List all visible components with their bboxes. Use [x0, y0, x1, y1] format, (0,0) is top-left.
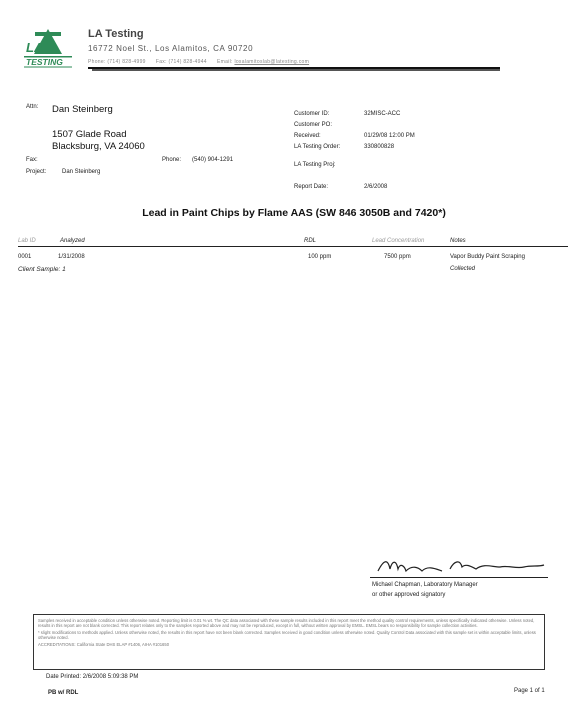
- client-sample-label: Client Sample:: [18, 266, 61, 273]
- date-printed-value: 2/6/2008 5:09:38 PM: [82, 674, 139, 680]
- col-analyzed: Analyzed: [60, 238, 85, 244]
- col-lab-id: Lab ID: [18, 238, 36, 244]
- company-fax: Fax: (714) 828-4944: [155, 59, 207, 65]
- table-header-rule: [18, 246, 568, 247]
- fax-label: Fax:: [26, 157, 38, 163]
- col-notes: Notes: [450, 238, 466, 244]
- attn-label: Attn:: [26, 104, 39, 110]
- disclaimer-box: [33, 614, 545, 670]
- header-divider-shadow: [92, 69, 500, 71]
- row-notes: Vapor Buddy Paint Scraping: [450, 254, 525, 260]
- company-contact: [88, 59, 309, 65]
- order-label: LA Testing Order:: [294, 144, 341, 150]
- date-printed-label: Date Printed:: [46, 674, 82, 680]
- customer-po-label: Customer PO:: [294, 122, 333, 128]
- signatory-alt: or other approved signatory: [372, 592, 446, 598]
- email-label: Email:: [217, 59, 233, 65]
- company-logo: [22, 28, 74, 68]
- attn-name: Dan Steinberg: [52, 104, 113, 115]
- client-sample-value: 1: [62, 266, 66, 273]
- row-lead: 7500 ppm: [384, 254, 411, 260]
- company-address: 16772 Noel St., Los Alamitos, CA 90720: [88, 44, 254, 53]
- row-notes-continued: Collected: [450, 266, 476, 272]
- signature-line: [370, 577, 548, 578]
- project-value: Dan Steinberg: [62, 169, 101, 175]
- col-rdl: RDL: [304, 238, 317, 244]
- report-date-label: Report Date:: [294, 184, 329, 190]
- received-label: Received:: [294, 133, 321, 139]
- signature-image: [374, 555, 548, 584]
- proj-label: LA Testing Proj:: [294, 162, 336, 168]
- received-value: 01/29/08 12:00 PM: [364, 133, 415, 139]
- company-email-link[interactable]: losalamitoslab@latesting.com: [234, 59, 310, 65]
- row-client-sample: [18, 266, 66, 273]
- customer-id-value: 32MISC-ACC: [364, 111, 401, 117]
- phone-label: Phone:: [162, 157, 182, 163]
- signatory-name: Michael Chapman, Laboratory Manager: [372, 582, 478, 588]
- company-phone: Phone: (714) 828-4999: [88, 59, 146, 65]
- client-city: Blacksburg, VA 24060: [52, 141, 145, 152]
- client-street: 1507 Glade Road: [52, 129, 127, 140]
- row-lab-id: 0001: [18, 254, 32, 260]
- order-value: 330800828: [364, 144, 395, 150]
- date-printed: [46, 674, 138, 680]
- client-phone: (540) 904-1291: [192, 157, 234, 163]
- row-rdl: 100 ppm: [308, 254, 332, 260]
- svg-text:TESTING: TESTING: [26, 57, 63, 67]
- row-analyzed: 1/31/2008: [58, 254, 85, 260]
- report-title: Lead in Paint Chips by Flame AAS (SW 846 3050B and 7420*): [142, 207, 446, 219]
- col-lead-concentration: Lead Concentration: [372, 238, 425, 244]
- customer-id-label: Customer ID:: [294, 111, 330, 117]
- disclaimer-note-1: Samples received in acceptable condition unless otherwise noted. Reporting limit is 0.01 % wt. The QC data associated with these sample results included in this report meet the method quality control requirements, unless specifically indicated otherwise. Unless noted, results in this report are not blank corrected. This report relates only to the samples reported above and may not be reproduced, except in full, without written approval by EMSL. EMSL bears no responsibility for sample collection activities.: [38, 618, 535, 628]
- report-date-value: 2/6/2008: [364, 184, 388, 190]
- project-label: Project:: [26, 169, 47, 175]
- svg-text:LA: LA: [26, 40, 44, 55]
- disclaimer-note-2: * slight modifications to methods applied. Unless otherwise noted, the results in this report have not been blank corrected. Samples received in good condition unless otherwise noted. Quality Control Data associated with this sample set is within acceptable limits, unless otherwise noted.: [38, 630, 536, 640]
- page-number: Page 1 of 1: [514, 688, 545, 694]
- report-code: PB w/ RDL: [48, 690, 79, 696]
- accreditations-note: ACCREDITATIONS: California State DHS ELAP #1406, AIHA #101650: [38, 642, 170, 647]
- company-name: LA Testing: [88, 28, 144, 40]
